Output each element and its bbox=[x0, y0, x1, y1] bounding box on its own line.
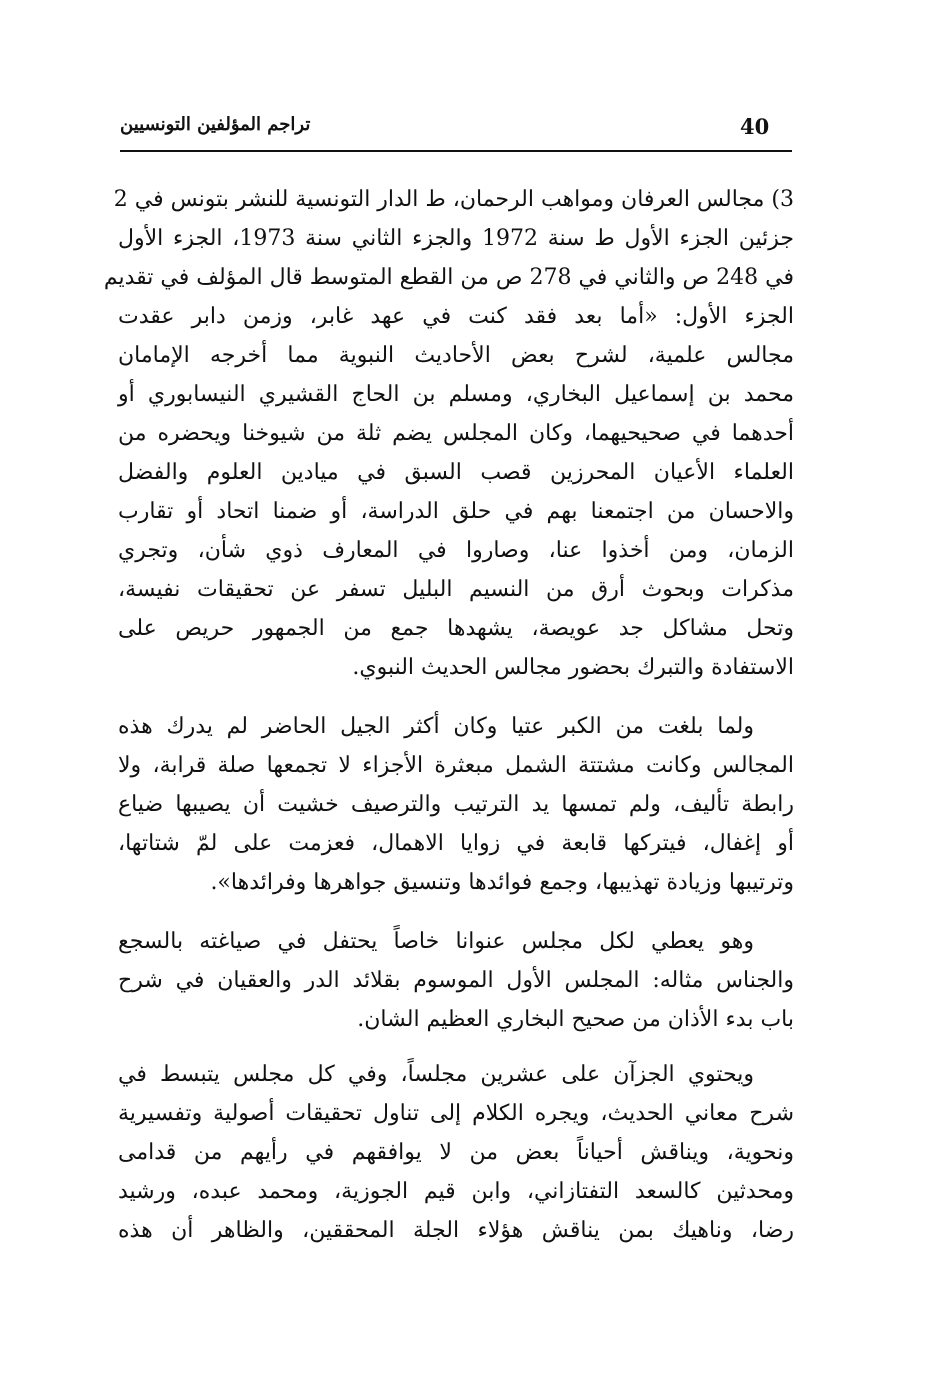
text-line: الجزء الأول: «أما بعد فقد كنت في عهد غابر، وزمن دابر عقدت bbox=[118, 304, 794, 329]
text-line: وترتيبها وزيادة تهذيبها، وجمع فوائدها وتنسيق جواهرها وفرائدها». bbox=[210, 870, 794, 895]
text-line: ونحوية، ويناقش أحياناً بعض من لا يوافقهم في رأيهم من قدامى bbox=[118, 1140, 794, 1165]
text-line: مجالس علمية، لشرح بعض الأحاديث النبوية مما أخرجه الإمامان bbox=[118, 343, 794, 368]
text-line: محمد بن إسماعيل البخاري، ومسلم بن الحاج القشيري النيسابوري أو bbox=[118, 382, 794, 407]
text-line: والاحسان من اجتمعنا بهم في حلق الدراسة، أو ضمنا اتحاد أو تقارب bbox=[118, 499, 794, 524]
paragraph-2 bbox=[118, 707, 794, 902]
header-divider bbox=[120, 150, 792, 152]
text-line: ويحتوي الجزآن على عشرين مجلساً، وفي كل مجلس يتبسط في bbox=[118, 1062, 754, 1087]
text-line: رضا، وناهيك بمن يناقش هؤلاء الجلة المحققين، والظاهر أن هذه bbox=[118, 1218, 794, 1243]
paragraph-spacer bbox=[118, 902, 794, 922]
page-number: 40 bbox=[740, 114, 770, 139]
text-line: شرح معاني الحديث، ويجره الكلام إلى تناول تحقيقات أصولية وتفسيرية bbox=[118, 1101, 794, 1126]
text-line: العلماء الأعيان المحرزين قصب السبق في ميادين العلوم والفضل bbox=[118, 460, 794, 485]
text-line: والجناس مثاله: المجلس الأول الموسوم بقلائد الدر والعقيان في شرح bbox=[118, 968, 794, 993]
paragraph-spacer bbox=[118, 687, 794, 707]
text-line: 3) مجالس العرفان ومواهب الرحمان، ط الدار التونسية للنشر بتونس في 2 bbox=[113, 187, 794, 212]
running-header bbox=[120, 108, 792, 148]
text-line: أحدهما في صحيحيهما، وكان المجلس يضم ثلة من شيوخنا ويحضره من bbox=[118, 421, 794, 446]
paragraph-spacer bbox=[118, 1039, 794, 1055]
text-line: ومحدثين كالسعد التفتازاني، وابن قيم الجوزية، ومحمد عبده، ورشيد bbox=[118, 1179, 794, 1204]
text-line: جزئين الجزء الأول ط سنة 1972 والجزء الثاني سنة 1973، الجزء الأول bbox=[118, 226, 794, 251]
paragraph-1 bbox=[103, 180, 794, 687]
text-line: باب بدء الأذان من صحيح البخاري العظيم الشان. bbox=[357, 1007, 794, 1032]
header-title: تراجم المؤلفين التونسيين bbox=[120, 114, 311, 135]
body-text bbox=[103, 180, 794, 1250]
text-line: مذكرات وبحوث أرق من النسيم البليل تسفر عن تحقيقات نفيسة، bbox=[118, 577, 794, 602]
text-line: المجالس وكانت مشتتة الشمل مبعثرة الأجزاء لا تجمعها صلة قرابة، ولا bbox=[118, 753, 794, 778]
text-line: وتحل مشاكل جد عويصة، يشهدها جمع من الجمهور حريص على bbox=[118, 616, 794, 641]
text-line: ولما بلغت من الكبر عتيا وكان أكثر الجيل الحاضر لم يدرك هذه bbox=[118, 714, 754, 739]
text-line: أو إغفال، فيتركها قابعة في زوايا الاهمال، فعزمت على لمّ شتاتها، bbox=[118, 831, 794, 856]
paragraph-3 bbox=[118, 922, 794, 1039]
paragraph-4 bbox=[118, 1055, 794, 1250]
text-line: في 248 ص والثاني في 278 ص من القطع المتوسط قال المؤلف في تقديم bbox=[103, 265, 794, 290]
text-line: رابطة تأليف، ولم تمسها يد الترتيب والترصيف خشيت أن يصيبها ضياع bbox=[118, 792, 794, 817]
text-line: الزمان، ومن أخذوا عنا، وصاروا في المعارف ذوي شأن، وتجري bbox=[118, 538, 794, 563]
text-line: وهو يعطي لكل مجلس عنوانا خاصاً يحتفل في صياغته بالسجع bbox=[118, 929, 754, 954]
text-line: الاستفادة والتبرك بحضور مجالس الحديث النبوي. bbox=[352, 655, 794, 680]
